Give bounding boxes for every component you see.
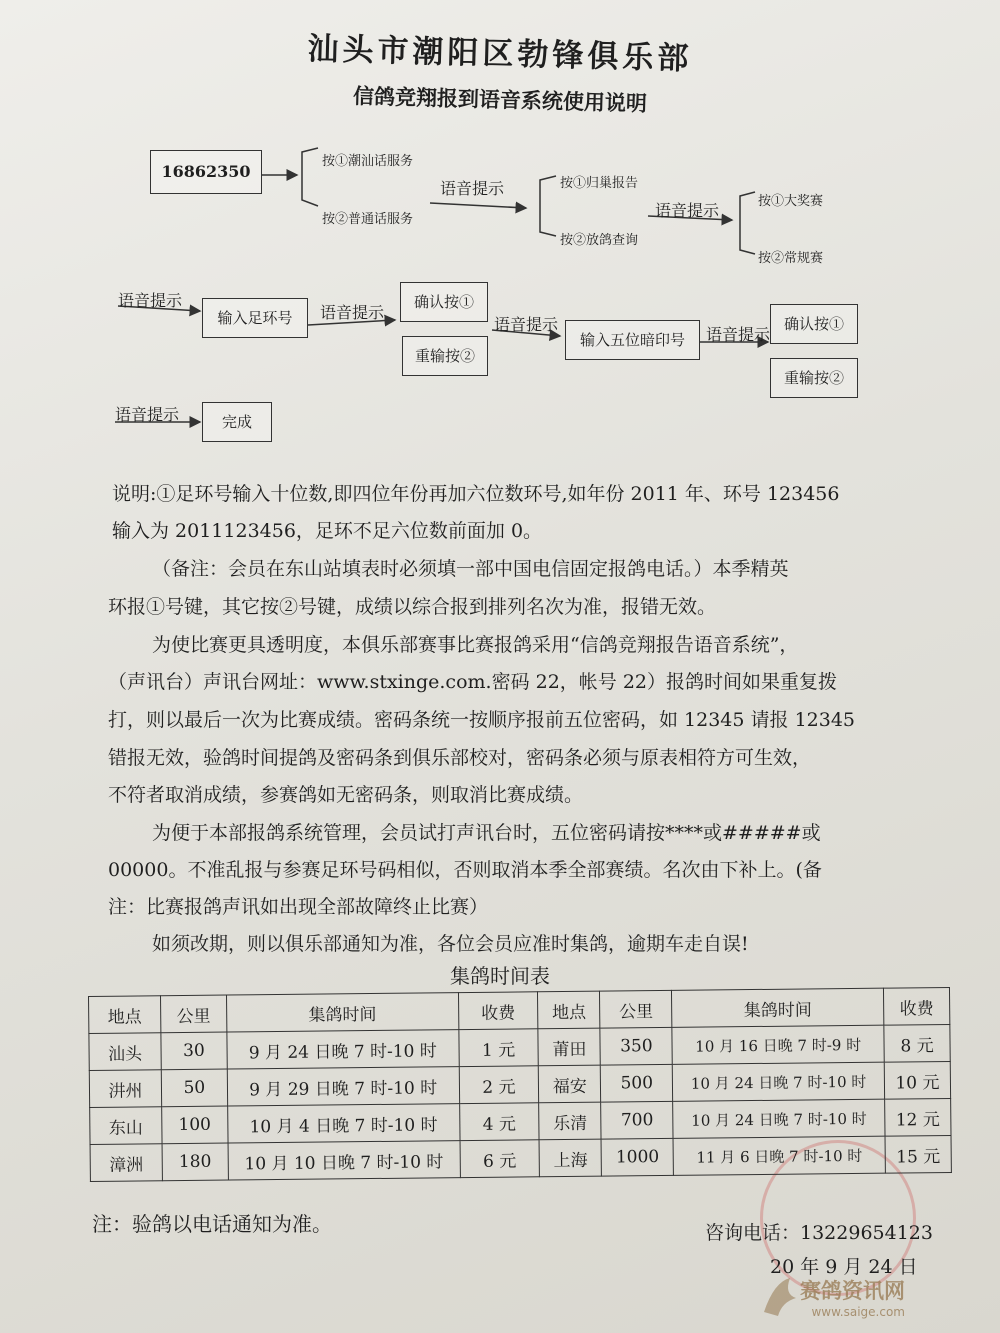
footer-note: 注：验鸽以电话通知为准。 xyxy=(92,1212,332,1236)
table-cell: 10 月 24 日晚 7 时-10 时 xyxy=(673,1062,885,1101)
voice-prompt-label: 语音提示 xyxy=(118,291,183,310)
table-cell: 汫州 xyxy=(89,1070,161,1108)
instruction-line: 如须改期，则以俱乐部通知为准，各位会员应准时集鸽，逾期车走自误! xyxy=(152,933,749,955)
schedule-title: 集鸽时间表 xyxy=(450,964,550,988)
table-cell: 4 元 xyxy=(459,1103,539,1141)
table-cell: 上海 xyxy=(539,1139,601,1177)
table-cell: 30 xyxy=(161,1032,227,1070)
table-cell: 6 元 xyxy=(460,1140,540,1178)
instruction-line: （声讯台）声讯台网址：www.stxinge.com.密码 22，帐号 22）报鸽时间如果重复拨 xyxy=(108,671,838,693)
option-mandarin-service: 按②普通话服务 xyxy=(322,212,414,227)
column-header: 公里 xyxy=(600,990,672,1028)
done-box: 完成 xyxy=(202,402,272,442)
column-header: 集鸽时间 xyxy=(226,993,458,1032)
table-cell: 漳洲 xyxy=(90,1144,162,1182)
option-release-query: 按②放鸽查询 xyxy=(560,233,639,248)
instruction-line: 00000。不准乱报与参赛足环号码相似，否则取消本季全部赛绩。名次由下补上。(备 xyxy=(108,859,822,881)
voice-prompt-label: 语音提示 xyxy=(706,325,771,344)
instruction-line: 错报无效，验鸽时间提鸽及密码条到俱乐部校对，密码条必须与原表相符方可生效， xyxy=(108,747,812,769)
phone-number-box: 16862350 xyxy=(150,150,262,194)
instruction-line: （备注：会员在东山站填表时必须填一部中国电信固定报鸽电话。）本季精英 xyxy=(152,558,789,580)
table-cell: 350 xyxy=(600,1027,672,1065)
voice-prompt-label: 语音提示 xyxy=(440,179,505,198)
table-cell: 2 元 xyxy=(459,1066,539,1104)
instruction-line: 打，则以最后一次为比赛成绩。密码条统一按顺序报前五位密码，如 12345 请报 12345 xyxy=(108,709,856,731)
instruction-line: 不符者取消成绩，参赛鸽如无密码条，则取消比赛成绩。 xyxy=(108,784,584,806)
column-header: 收费 xyxy=(458,992,538,1030)
input-ring-number-box: 输入足环号 xyxy=(202,298,308,338)
column-header: 收费 xyxy=(883,987,949,1025)
option-regular-race: 按②常规赛 xyxy=(758,251,824,266)
table-cell: 10 元 xyxy=(884,1061,950,1099)
table-cell: 11 月 6 日晚 7 时-10 时 xyxy=(673,1136,885,1175)
option-chaoshan-service: 按①潮汕话服务 xyxy=(322,154,414,169)
voice-prompt-label: 语音提示 xyxy=(320,303,385,322)
instruction-line: 输入为 2011123456，足环不足六位数前面加 0。 xyxy=(112,520,543,542)
table-cell: 福安 xyxy=(539,1065,601,1103)
pigeon-logo-icon xyxy=(760,1272,800,1322)
voice-prompt-label: 语音提示 xyxy=(115,405,180,424)
table-cell: 15 元 xyxy=(885,1135,951,1173)
table-cell: 9 月 29 日晚 7 时-10 时 xyxy=(227,1067,459,1106)
option-homing-report: 按①归巢报告 xyxy=(560,176,639,191)
table-cell: 汕头 xyxy=(89,1033,161,1071)
document-date: 20 年 9 月 24 日 xyxy=(770,1256,918,1278)
table-cell: 180 xyxy=(162,1143,228,1181)
confirm-box-2: 确认按① xyxy=(770,304,858,344)
table-cell: 10 月 16 日晚 7 时-9 时 xyxy=(672,1025,884,1064)
table-cell: 10 月 24 日晚 7 时-10 时 xyxy=(673,1099,885,1138)
instruction-line: 注：比赛报鸽声讯如出现全部故障终止比赛） xyxy=(108,896,489,918)
consult-phone: 咨询电话：13229654123 xyxy=(705,1222,933,1244)
instruction-line: 为便于本部报鸽系统管理，会员试打声讯台时，五位密码请按****或#####或 xyxy=(152,822,821,844)
instruction-line: 为使比赛更具透明度，本俱乐部赛事比赛报鸽采用“信鸽竞翔报告语音系统”， xyxy=(152,634,799,656)
table-cell: 8 元 xyxy=(884,1024,950,1062)
voice-prompt-label: 语音提示 xyxy=(655,201,720,220)
reenter-box: 重输按② xyxy=(402,336,488,376)
column-header: 地点 xyxy=(89,996,161,1034)
table-cell: 700 xyxy=(601,1101,673,1139)
column-header: 公里 xyxy=(160,995,226,1033)
table-cell: 乐清 xyxy=(539,1102,601,1140)
table-cell: 500 xyxy=(601,1064,673,1102)
document-subtitle: 信鸽竞翔报到语音系统使用说明 xyxy=(352,83,648,116)
schedule-table xyxy=(88,987,952,1182)
voice-prompt-label: 语音提示 xyxy=(494,315,559,334)
table-cell: 10 月 10 日晚 7 时-10 时 xyxy=(228,1141,460,1180)
table-cell: 10 月 4 日晚 7 时-10 时 xyxy=(228,1104,460,1143)
table-cell: 100 xyxy=(162,1106,228,1144)
table-cell: 1000 xyxy=(601,1138,673,1176)
table-cell: 50 xyxy=(161,1069,227,1107)
instruction-line: 环报①号键，其它按②号键，成绩以综合报到排列名次为准，报错无效。 xyxy=(108,596,717,618)
input-code-box: 输入五位暗印号 xyxy=(565,320,700,360)
column-header: 地点 xyxy=(538,991,600,1029)
table-cell: 莆田 xyxy=(538,1028,600,1066)
table-cell: 9 月 24 日晚 7 时-10 时 xyxy=(227,1030,459,1069)
confirm-box: 确认按① xyxy=(400,282,488,322)
table-cell: 12 元 xyxy=(885,1098,951,1136)
table-cell: 东山 xyxy=(90,1107,162,1145)
watermark-name: 赛鸽资讯网 xyxy=(800,1279,905,1303)
club-title: 汕头市潮阳区勃锋俱乐部 xyxy=(307,30,693,78)
table-cell: 1 元 xyxy=(458,1029,538,1067)
watermark xyxy=(800,1275,905,1319)
option-grand-prize: 按①大奖赛 xyxy=(758,194,824,209)
watermark-url: www.saige.com xyxy=(811,1305,905,1319)
column-header: 集鸽时间 xyxy=(672,988,884,1027)
instruction-line: 说明:①足环号输入十位数,即四位年份再加六位数环号,如年份 2011 年、环号 123456 xyxy=(112,483,840,505)
reenter-box-2: 重输按② xyxy=(770,358,858,398)
